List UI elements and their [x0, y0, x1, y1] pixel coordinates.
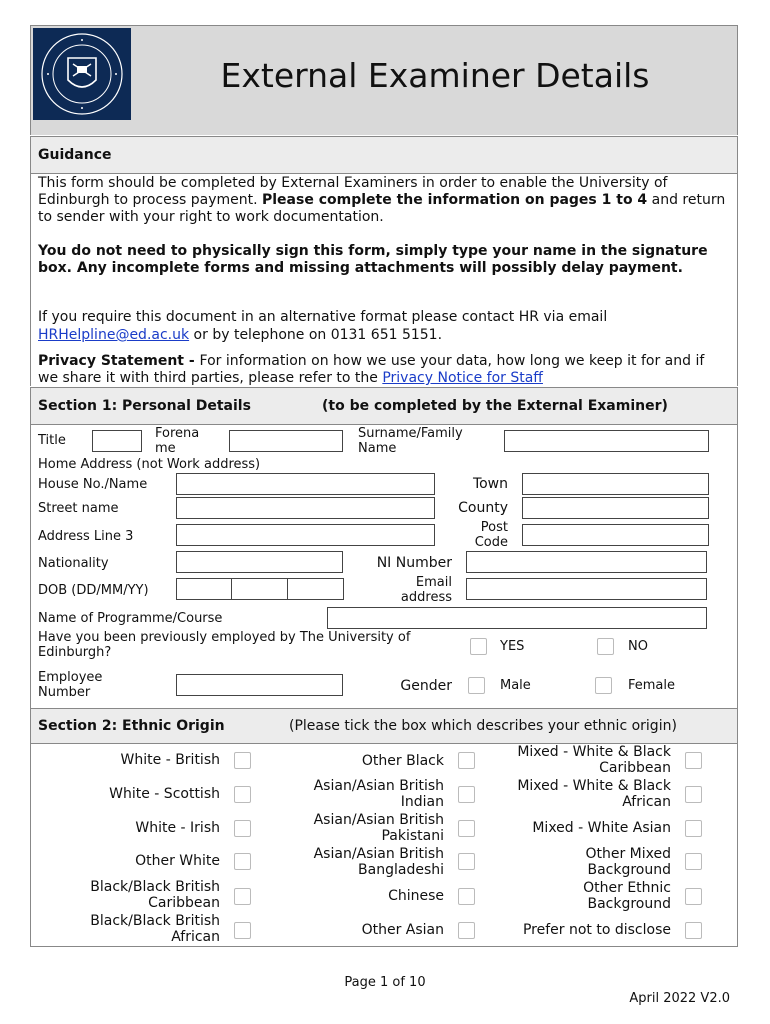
ethnic-checkbox[interactable] — [458, 786, 475, 803]
section2-heading: Section 2: Ethnic Origin — [38, 718, 225, 734]
home-address-label: Home Address (not Work address) — [38, 457, 261, 472]
ethnic-label: Other Mixed Background — [585, 846, 671, 878]
section2-note: (Please tick the box which describes your ethnic origin) — [289, 718, 677, 734]
house-label: House No./Name — [38, 477, 148, 492]
ethnic-checkbox[interactable] — [234, 752, 251, 769]
university-crest-logo — [33, 28, 131, 120]
surname-field[interactable] — [504, 430, 709, 452]
ethnic-checkbox[interactable] — [234, 820, 251, 837]
guidance-paragraph-1 — [38, 175, 728, 226]
ethnic-label: Asian/Asian British Bangladeshi — [313, 846, 444, 878]
guidance-p1-bold: Please complete the information on pages 1 to 4 — [262, 192, 648, 208]
prev-employed-label: Have you been previously employed by The University of Edinburgh? — [38, 630, 411, 660]
ethnic-checkbox[interactable] — [685, 853, 702, 870]
ethnic-label: Asian/Asian British Indian — [313, 778, 444, 810]
dob-month-field[interactable] — [231, 578, 288, 600]
ethnic-label: Other Black — [361, 753, 444, 769]
ni-number-field[interactable] — [466, 551, 707, 573]
ethnic-checkbox[interactable] — [234, 786, 251, 803]
gender-male-checkbox[interactable] — [468, 677, 485, 694]
ethnic-checkbox[interactable] — [685, 922, 702, 939]
street-label: Street name — [38, 501, 119, 516]
title-label: Title — [38, 433, 66, 448]
privacy-notice-link[interactable]: Privacy Notice for Staff — [382, 370, 543, 386]
house-field[interactable] — [176, 473, 435, 495]
guidance-p3-text: If you require this document in an alternative format please contact HR via email — [38, 309, 608, 325]
section1-bar — [30, 387, 738, 425]
dob-label: DOB (DD/MM/YY) — [38, 583, 149, 598]
guidance-paragraph-2: You do not need to physically sign this form, simply type your name in the signature box. Any incomplete forms and missing attachments will possibly delay payment. — [38, 243, 708, 276]
town-field[interactable] — [522, 473, 709, 495]
email-field[interactable] — [466, 578, 707, 600]
address3-field[interactable] — [176, 524, 435, 546]
section1-heading: Section 1: Personal Details — [38, 398, 251, 414]
county-field[interactable] — [522, 497, 709, 519]
ni-label: NI Number — [376, 555, 452, 571]
ethnic-label: Black/Black British Caribbean — [90, 879, 220, 911]
ethnic-checkbox[interactable] — [685, 752, 702, 769]
ethnic-checkbox[interactable] — [685, 786, 702, 803]
employee-number-label: Employee Number — [38, 670, 103, 700]
guidance-p1-text-end: and return to sender with your right to work documentation. — [38, 192, 726, 225]
document-version: April 2022 V2.0 — [629, 991, 730, 1006]
no-label: NO — [628, 639, 648, 654]
privacy-statement — [38, 353, 728, 387]
ethnic-checkbox[interactable] — [685, 820, 702, 837]
male-label: Male — [500, 678, 531, 693]
section2-bar — [30, 708, 738, 744]
page-title: External Examiner Details — [220, 56, 650, 95]
privacy-statement-label: Privacy Statement - — [38, 353, 200, 369]
page-number: Page 1 of 10 — [344, 975, 426, 990]
section1-note: (to be completed by the External Examiner) — [322, 398, 668, 414]
guidance-p1-text: This form should be completed by External Examiners in order to enable the University of Edinburgh to process payment. — [38, 175, 668, 208]
ethnic-checkbox[interactable] — [458, 888, 475, 905]
ethnic-checkbox[interactable] — [234, 922, 251, 939]
surname-label: Surname/Family Name — [358, 426, 463, 456]
ethnic-label: White - Scottish — [109, 786, 220, 802]
ethnic-checkbox[interactable] — [234, 853, 251, 870]
ethnic-label: Other Ethnic Background — [583, 880, 671, 912]
programme-field[interactable] — [327, 607, 707, 629]
ethnic-checkbox[interactable] — [458, 752, 475, 769]
ethnic-label: Mixed - White & Black Caribbean — [517, 744, 671, 776]
dob-day-field[interactable] — [176, 578, 233, 600]
ethnic-checkbox[interactable] — [685, 888, 702, 905]
ethnic-label: Mixed - White & Black African — [517, 778, 671, 810]
ethnic-checkbox[interactable] — [458, 922, 475, 939]
guidance-paragraph-3 — [38, 308, 728, 344]
yes-label: YES — [500, 639, 525, 654]
ethnic-checkbox[interactable] — [458, 853, 475, 870]
ethnic-label: Chinese — [388, 888, 444, 904]
forename-field[interactable] — [229, 430, 343, 452]
county-label: County — [458, 500, 508, 516]
ethnic-label: Mixed - White Asian — [532, 820, 671, 836]
ethnic-label: Other Asian — [361, 922, 444, 938]
dob-year-field[interactable] — [287, 578, 344, 600]
ethnic-label: White - British — [120, 752, 220, 768]
address3-label: Address Line 3 — [38, 529, 134, 544]
ethnic-label: Black/Black British African — [90, 913, 220, 945]
guidance-heading: Guidance — [38, 147, 112, 163]
ethnic-label: White - Irish — [135, 820, 220, 836]
forename-label: Forena me — [155, 426, 200, 456]
guidance-p3-phone: or by telephone on 0131 651 5151. — [189, 327, 443, 343]
guidance-bar — [30, 136, 738, 174]
postcode-label: Post Code — [474, 520, 508, 550]
ethnic-checkbox[interactable] — [234, 888, 251, 905]
town-label: Town — [472, 476, 508, 492]
privacy-statement-text: For information on how we use your data, how long we keep it for and if we share it with third parties, please refer to the — [38, 353, 705, 386]
female-label: Female — [628, 678, 676, 693]
gender-label: Gender — [400, 678, 452, 694]
ethnic-checkbox[interactable] — [458, 820, 475, 837]
street-field[interactable] — [176, 497, 435, 519]
ethnic-label: Other White — [135, 853, 220, 869]
gender-female-checkbox[interactable] — [595, 677, 612, 694]
ethnic-label: Prefer not to disclose — [522, 922, 671, 938]
employee-number-field[interactable] — [176, 674, 343, 696]
email-label: Email address — [400, 575, 452, 605]
prev-employed-yes-checkbox[interactable] — [470, 638, 487, 655]
hr-email-link[interactable]: HRHelpline@ed.ac.uk — [38, 327, 190, 343]
prev-employed-no-checkbox[interactable] — [597, 638, 614, 655]
postcode-field[interactable] — [522, 524, 709, 546]
title-field[interactable] — [92, 430, 142, 452]
programme-label: Name of Programme/Course — [38, 611, 223, 626]
nationality-label: Nationality — [38, 556, 109, 571]
nationality-field[interactable] — [176, 551, 343, 573]
ethnic-label: Asian/Asian British Pakistani — [313, 812, 444, 844]
